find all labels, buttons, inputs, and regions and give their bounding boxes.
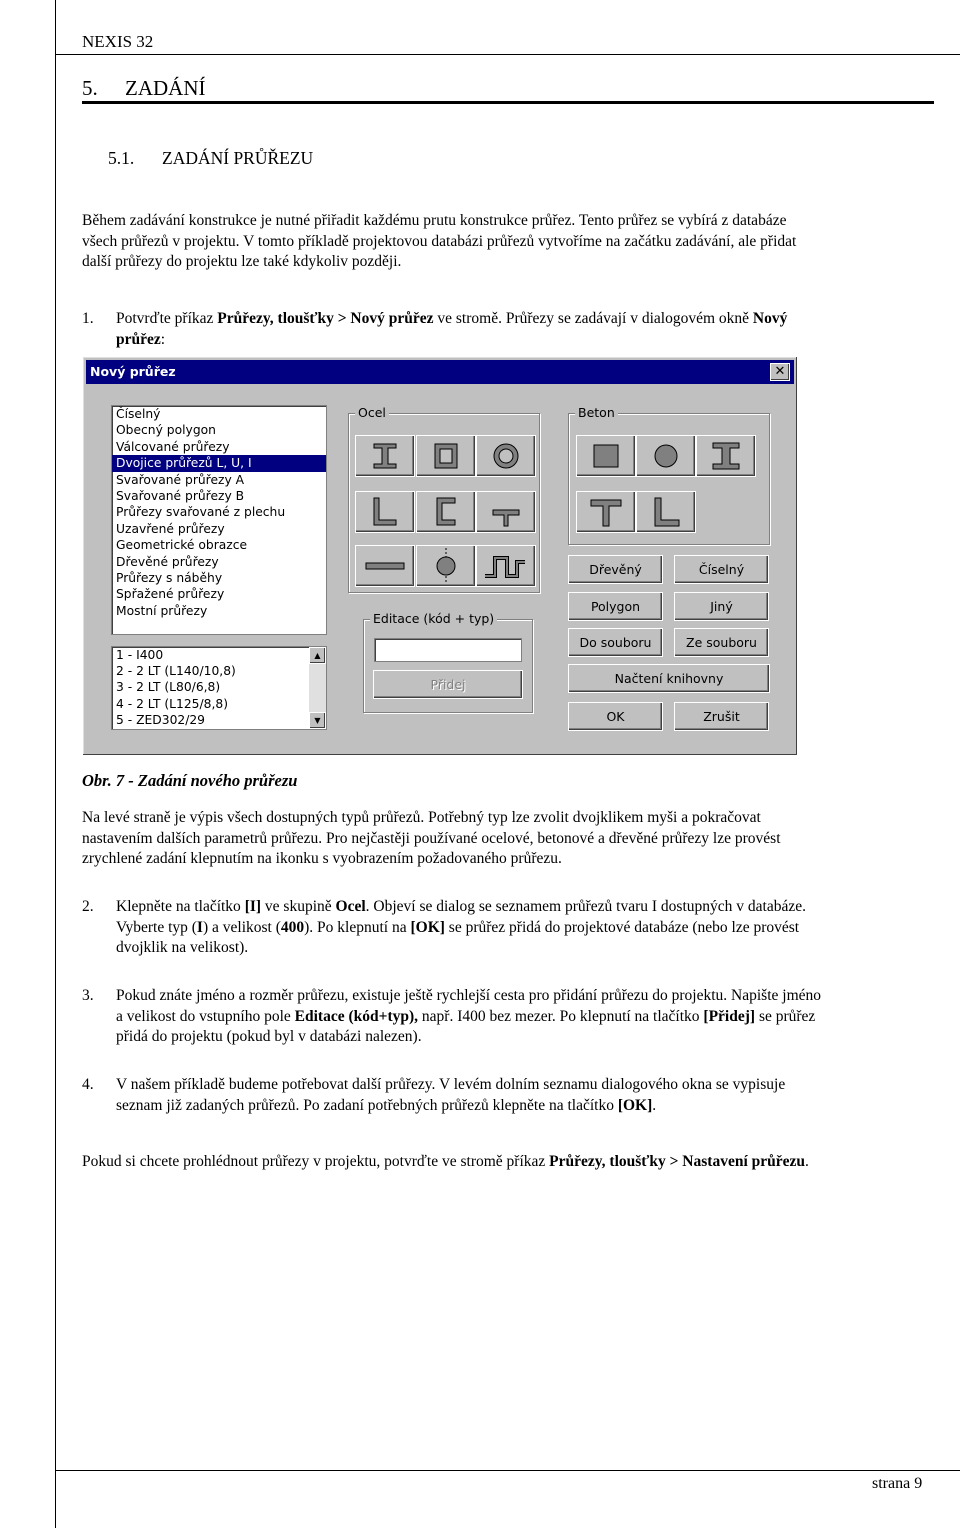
step-text — [116, 897, 932, 959]
text-run: a velikost do vstupního pole — [116, 1007, 295, 1025]
page-header: NEXIS 32 — [82, 32, 154, 51]
description-paragraph — [82, 808, 932, 870]
project-sections-list[interactable] — [111, 646, 327, 730]
text-run: ve stromě. Průřezy se zadávají v dialogovém okně — [433, 310, 753, 327]
channel-section-icon[interactable] — [416, 491, 476, 533]
section-types-list[interactable] — [111, 405, 327, 635]
cancel-button[interactable]: Zrušit — [674, 702, 769, 731]
scroll-up-button[interactable]: ▲ — [309, 647, 326, 664]
load-library-button[interactable]: Načtení knihovny — [568, 664, 770, 693]
new-section-dialog — [82, 356, 798, 756]
polygon-button[interactable]: Polygon — [568, 592, 663, 621]
round-bar-icon[interactable] — [416, 545, 476, 587]
section-heading — [82, 76, 205, 101]
text-run: 400 — [280, 918, 305, 936]
angle-section-icon[interactable] — [355, 491, 415, 533]
rectangle-section-icon[interactable] — [576, 435, 636, 477]
intro-paragraph — [82, 211, 932, 273]
text-run: Klepněte na tlačítko — [116, 898, 245, 915]
section-type-item[interactable]: Válcované průřezy — [116, 439, 230, 454]
edit-group-label: Editace (kód + typ) — [370, 611, 497, 626]
text-run: V našem příkladě budeme potřebovat další průřezy. V levém dolním seznamu dialogového okna se vypisuje — [116, 1076, 786, 1093]
intro-line: Během zadávání konstrukce je nutné přiřadit každému prutu konstrukce průřez. Tento průřez se vybírá z databáze — [82, 212, 787, 229]
text-run: Editace (kód+typ), — [294, 1007, 419, 1025]
circle-section-icon[interactable] — [636, 435, 696, 477]
scrollbar[interactable] — [309, 647, 326, 729]
text-run: Pokud znáte jméno a rozměr průřezu, existuje ještě rychlejší cesta pro přidání průřezu do projektu. Napište jméno — [116, 987, 822, 1004]
section-code-input[interactable] — [374, 638, 522, 662]
subsection-heading — [108, 148, 313, 169]
intro-line: další průřezy do projektu lze také kdykoliv později. — [82, 253, 402, 270]
text-run: I — [196, 918, 203, 936]
text-run: Vyberte typ ( — [116, 918, 197, 936]
numeric-button[interactable]: Číselný — [674, 555, 769, 584]
section-type-item[interactable]: Geometrické obrazce — [116, 538, 248, 553]
tee-section-icon[interactable] — [576, 491, 636, 533]
text-run: . — [652, 1096, 657, 1114]
text-run: ) a velikost ( — [202, 918, 281, 936]
subsection-title: ZADÁNÍ PRŮŘEZU — [162, 148, 314, 168]
text-run: . — [805, 1153, 809, 1170]
project-section-item[interactable]: 4 - 2 LT (L125/8,8) — [116, 696, 229, 711]
subsection-number: 5.1. — [108, 148, 135, 168]
step-3 — [82, 986, 932, 1048]
close-button[interactable]: ✕ — [770, 363, 790, 381]
project-sections-items — [112, 647, 326, 728]
section-type-item[interactable]: Uzavřené průřezy — [116, 521, 225, 536]
intro-line: všech průřezů v projektu. V tomto příkladě projektovou databázi průřezů vytvoříme na začátku zadávání, ale přidat — [82, 232, 797, 250]
section-type-item[interactable]: Průřezy svařované z plechu — [116, 505, 286, 520]
section-type-item[interactable]: Spřažené průřezy — [116, 587, 225, 602]
step-number: 2. — [82, 898, 94, 915]
box-section-icon[interactable] — [416, 435, 476, 477]
text-run: Potvrďte příkaz — [116, 310, 218, 327]
save-to-file-button[interactable]: Do souboru — [568, 628, 663, 657]
text-run: se průřez — [755, 1007, 816, 1025]
ok-button[interactable]: OK — [568, 702, 663, 731]
text-run: ). Po klepnutí na — [304, 918, 411, 936]
margin-line — [55, 0, 56, 1528]
project-section-item[interactable]: 1 - I400 — [116, 648, 164, 662]
i-section-icon[interactable] — [696, 435, 756, 477]
step-text — [116, 309, 932, 350]
l-section-icon[interactable] — [636, 491, 696, 533]
section-type-item[interactable]: Obecný polygon — [116, 423, 216, 438]
sheet-profile-icon[interactable] — [476, 545, 536, 587]
text-run: se průřez přidá do projektové databáze (nebo lze provést — [444, 918, 800, 936]
section-title: ZADÁNÍ — [125, 76, 206, 100]
project-section-item[interactable]: 2 - 2 LT (L140/10,8) — [116, 664, 236, 679]
section-type-item[interactable]: Svařované průřezy A — [116, 472, 245, 487]
add-button[interactable]: Přidej — [373, 670, 523, 699]
other-button[interactable]: Jiný — [674, 592, 769, 621]
text-run: Ocel — [335, 898, 366, 915]
dialog-titlebar — [86, 360, 794, 384]
section-type-item[interactable]: Průřezy s náběhy — [116, 570, 223, 585]
circle-tube-icon[interactable] — [476, 435, 536, 477]
page-number: strana 9 — [872, 1475, 923, 1492]
text-run: Pokud si chcete prohlédnout průřezy v projektu, potvrďte ve stromě příkaz — [82, 1153, 550, 1170]
paragraph-line: Na levé straně je výpis všech dostupných typů průřezů. Potřebný typ lze zvolit dvojklikem myši a pokračovat — [82, 809, 761, 826]
footer-rule — [55, 1470, 960, 1471]
tee-section-icon[interactable] — [476, 491, 536, 533]
project-section-item[interactable]: 5 - ZED302/29 — [116, 712, 206, 727]
paragraph-line: nastavením dalších parametrů průřezu. Pro nejčastěji používané ocelové, betonové a dřevěné průřezy lze provést — [82, 829, 781, 847]
step-text — [116, 1075, 932, 1116]
step-1 — [82, 309, 932, 350]
text-run: dvojklik na velikost). — [116, 939, 249, 956]
section-type-item[interactable]: Dřevěné průřezy — [116, 554, 219, 569]
text-run: ve skupině — [261, 898, 336, 915]
text-run: [I] — [244, 898, 262, 915]
final-paragraph — [82, 1152, 932, 1173]
section-number: 5. — [82, 76, 98, 100]
step-number: 4. — [82, 1076, 94, 1093]
text-run: např. I400 bez mezer. Po klepnutí na tlačítko — [418, 1007, 704, 1025]
text-run: [Přidej] — [703, 1007, 756, 1025]
text-run: [OK] — [410, 918, 445, 936]
step-2 — [82, 897, 932, 959]
i-section-icon[interactable] — [355, 435, 415, 477]
command-path: Průřezy, tloušťky > Nový průřez — [217, 310, 434, 327]
text-run: přidá do projektu (pokud byl v databázi nalezen). — [116, 1028, 422, 1045]
steel-group-label: Ocel — [355, 405, 389, 420]
dialog-title: Nový průřez — [90, 364, 176, 379]
flat-plate-icon[interactable] — [355, 545, 415, 587]
text-run: : — [160, 330, 166, 348]
command-path: Průřezy, tloušťky > Nastavení průřezu — [549, 1153, 806, 1170]
step-4 — [82, 1075, 932, 1116]
figure-caption: Obr. 7 - Zadání nového průřezu — [82, 771, 298, 790]
paragraph-line: zrychlené zadání klepnutím na ikonku s vyobrazením požadovaného průřezu. — [82, 850, 562, 867]
step-text — [116, 986, 932, 1048]
text-run: [OK] — [617, 1096, 653, 1114]
wood-button[interactable]: Dřevěný — [568, 555, 663, 584]
step-number: 3. — [82, 987, 94, 1004]
project-section-item[interactable]: 3 - 2 LT (L80/6,8) — [116, 680, 221, 695]
section-type-item[interactable]: Mostní průřezy — [116, 603, 208, 618]
load-from-file-button[interactable]: Ze souboru — [674, 628, 769, 657]
section-type-item[interactable]: Dvojice průřezů L, U, I — [112, 455, 326, 471]
dialog-name: průřez — [116, 330, 161, 348]
scroll-down-button[interactable]: ▼ — [309, 712, 326, 729]
text-run: . Objeví se dialog se seznamem průřezů tvaru I dostupných v databáze. — [365, 898, 806, 915]
dialog-name: Nový — [752, 310, 788, 327]
text-run: seznam již zadaných průřezů. Po zadaní potřebných průřezů klepněte na tlačítko — [116, 1096, 618, 1114]
section-type-item[interactable]: Svařované průřezy B — [116, 488, 245, 503]
section-type-item[interactable]: Číselný — [116, 407, 161, 421]
section-rule — [82, 101, 934, 104]
concrete-group-label: Beton — [575, 405, 618, 420]
step-number: 1. — [82, 310, 94, 327]
header-rule — [55, 54, 960, 55]
